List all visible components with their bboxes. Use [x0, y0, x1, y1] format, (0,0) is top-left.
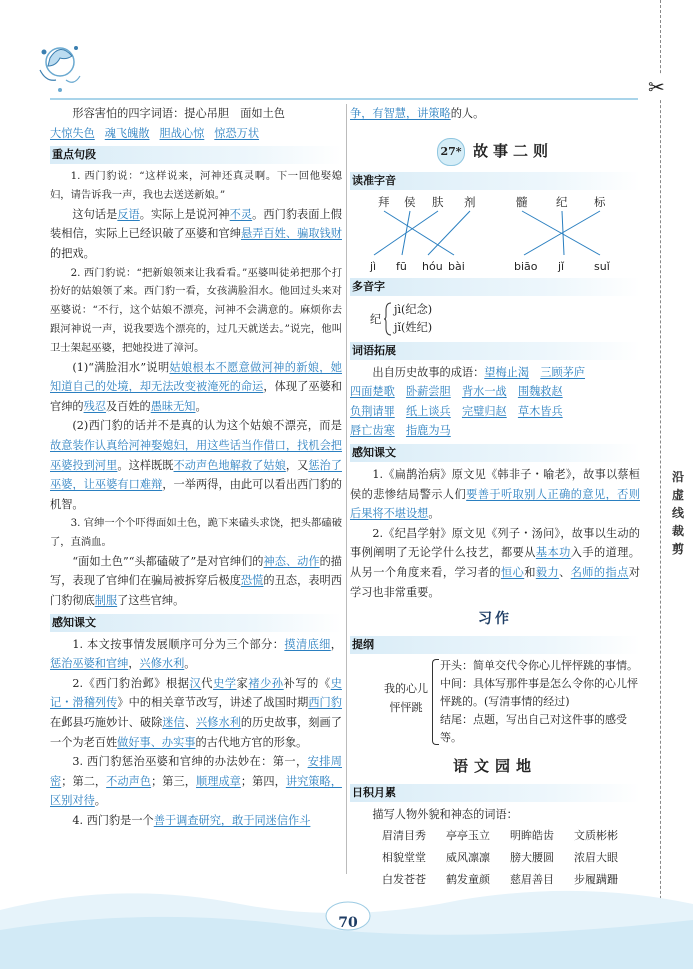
perceive-2: 2.《西门豹治邺》根据汉代史学家褚少孙补写的《史记・滑稽列传》中的相关章节改写，讲述了战国时期西门豹在邺县巧施妙计、破除迷信、兴修水利的历史故事，刻画了一个为老百姓做好事、办实事的古代地方官的形象。 [50, 676, 342, 749]
cut-line [660, 0, 661, 969]
right-column [350, 104, 640, 891]
section-heading-read: 读准字音 [350, 172, 640, 190]
section-heading-expand: 词语拓展 [350, 342, 640, 360]
pinyin: suǐ [594, 259, 610, 273]
pinyin-matching [350, 193, 640, 275]
lesson-number-badge: 27* [437, 138, 465, 166]
outline-line-1: 开头：简单交代令你心儿怦怦跳的事情。 [440, 658, 638, 672]
lesson-title-text: 故事二则 [472, 141, 553, 160]
word-item: 白发苍苍 [382, 872, 426, 886]
word-item: 眉清目秀 [382, 828, 426, 842]
answer-1: 这句话是反语。实际上是说河神不灵。西门豹表面上假装相信，实际上已经识破了巫婆和官绅悬弄百姓、骗取钱财的把戏。 [50, 207, 342, 260]
answer-2-1: (1)“满脸泪水”说明姑娘根本不愿意做河神的新娘，她知道自己的处境，却无法改变被淹死的命运，体现了巫婆和官绅的残忍及百姓的愚昧无知。 [50, 360, 342, 413]
polyphone-reading-2: jǐ(姓纪) [394, 320, 433, 334]
accumulate-words [350, 825, 640, 891]
section-heading-key-sentences: 重点句段 [50, 146, 342, 164]
word-item: 文质彬彬 [574, 828, 618, 842]
page-number: 70 [338, 915, 358, 931]
section-heading-perceive-right: 感知课文 [350, 444, 640, 462]
scissors-icon: ✂ [648, 75, 665, 99]
char: 髓 [516, 194, 528, 209]
expand-row-2: 四面楚歌 卧薪尝胆 背水一战 围魏救赵 [350, 385, 563, 399]
pinyin: bài [448, 259, 465, 273]
section-title-writing: 习作 [478, 611, 512, 628]
polyphone-reading-1: jì(纪念) [394, 302, 433, 316]
perceive-right-2: 2.《纪昌学射》原文见《列子・汤问》，故事以生动的事例阐明了无论学什么技艺，都要从基本功入手的道理。从另一个角度来看，学习者的恒心和毅力、名师的指点对学习也非常重要。 [350, 526, 640, 599]
bird-logo-icon [30, 30, 90, 100]
pinyin: biāo [514, 259, 538, 273]
word-item: 亭亭玉立 [446, 828, 490, 842]
top-divider [50, 98, 638, 100]
expand-row-4: 唇亡齿寒 指鹿为马 [350, 424, 451, 438]
side-cut-text: 沿虚线裁剪 [671, 470, 684, 556]
expand-row-3: 负荆请罪 纸上谈兵 完璧归赵 草木皆兵 [350, 404, 563, 418]
section-heading-polyphone: 多音字 [350, 278, 640, 296]
column-divider [346, 104, 347, 874]
word-item: 相貌堂堂 [382, 850, 426, 864]
idiom-row [50, 124, 342, 144]
idiom: 魂飞魄散 [104, 126, 150, 140]
outline-block [350, 657, 640, 749]
polyphone-block [350, 300, 640, 338]
brace-icon [384, 302, 392, 336]
perceive-4: 4. 西门豹是一个善于调查研究，敢于同迷信作斗 [72, 814, 311, 828]
section-heading-perceive: 感知课文 [50, 614, 342, 632]
section-title-garden: 语文园地 [452, 756, 537, 775]
polyphone-char: 纪 [370, 312, 382, 326]
left-column [50, 104, 342, 831]
pinyin: hóu [422, 259, 443, 273]
pinyin: fū [396, 259, 407, 273]
word-item: 步履蹒跚 [574, 872, 618, 886]
char: 侯 [404, 194, 416, 209]
intro-line: 形容害怕的四字词语：提心吊胆 面如土色 [72, 107, 285, 120]
outline-lines [440, 657, 640, 747]
pinyin: jì [370, 259, 377, 273]
char: 拜 [378, 194, 390, 209]
idiom: 胆战心惊 [159, 126, 205, 140]
outline-line-3: 结尾：点题，写出自己对这件事的感受等。 [440, 712, 627, 744]
idiom: 大惊失色 [50, 126, 95, 140]
perceive-3: 3. 西门豹惩治巫婆和官绅的办法妙在：第一，安排周密；第二，不动声色；第三，顺理成章；第四，讲究策略，区别对待。 [50, 755, 342, 808]
quote-3: 3. 官绅一个个吓得面如土色，跪下来磕头求饶，把头都磕破了，直淌血。 [50, 517, 342, 549]
continued-line: 争，有智慧，讲策略的人。 [350, 107, 485, 120]
quote-1: 1. 西门豹说：“这样说来，河神还真灵啊。下一回他娶媳妇，请告诉我一声，我也去送送新娘。” [50, 170, 342, 201]
char: 纪 [556, 194, 568, 209]
answer-2-2: (2)西门豹的话并不是真的认为这个姑娘不漂亮，而是故意装作认真给河神娶媳妇，用这些话当作借口，找机会把巫婆投到河里。这样既既不动声色地解救了姑娘，又惩治了巫婆，让巫婆有口难辩，一举两得，由此可以看出西门豹的机智。 [50, 419, 342, 511]
char: 标 [594, 194, 606, 209]
pinyin: jǐ [558, 259, 565, 273]
word-item: 浓眉大眼 [574, 850, 618, 864]
outline-topic: 我的心儿怦怦跳 [384, 681, 428, 714]
perceive-right-1: 1.《扁鹊治病》原文见《韩非子・喻老》，故事以蔡桓侯的悲惨结局警示人们要善于听取别人正确的意见，否则后果将不堪设想。 [350, 467, 640, 521]
char: 剂 [464, 194, 476, 209]
word-item: 慈眉善目 [510, 872, 554, 886]
quote-2: 2. 西门豹说：“把新娘领来让我看看。”巫婆叫徒弟把那个打扮好的姑娘领了来。西门豹一看，女孩满脸泪水。他回过头来对巫婆说：“不行，这个姑娘不漂亮，河神不会满意的。麻烦你去跟河神说一声，说我要选个漂亮的，过几天就送去。”说完，他叫卫士架起巫婆，把她投进了漳河。 [50, 266, 342, 354]
expand-intro: 出自历史故事的成语：望梅止渴 三顾茅庐 [372, 365, 586, 379]
word-item: 明眸皓齿 [510, 828, 554, 842]
lesson-title [350, 138, 640, 164]
word-item: 鹤发童颜 [446, 872, 490, 886]
word-item: 膀大腰圆 [510, 850, 554, 864]
section-heading-accumulate: 日积月累 [350, 784, 640, 802]
idiom: 惊恐万状 [214, 126, 260, 140]
outline-bracket [432, 659, 439, 745]
outline-line-2: 中间：具体写那件事是怎么令你的心儿怦怦跳的。(写清事情的经过) [440, 676, 638, 708]
accumulate-intro: 描写人物外貌和神态的词语： [372, 808, 518, 822]
perceive-1: 1. 本文按事情发展顺序可分为三个部分：摸清底细，惩治巫婆和官绅，兴修水利。 [50, 637, 342, 671]
answer-3: “面如土色”“头都磕破了”是对官绅们的神态、动作的描写，表现了官绅们在骗局被拆穿后极度恐慌的丑态，表明西门豹彻底制服了这些官绅。 [50, 554, 342, 608]
char: 肤 [432, 194, 444, 209]
section-heading-outline: 提纲 [350, 636, 640, 654]
word-item: 威风凛凛 [446, 850, 490, 864]
